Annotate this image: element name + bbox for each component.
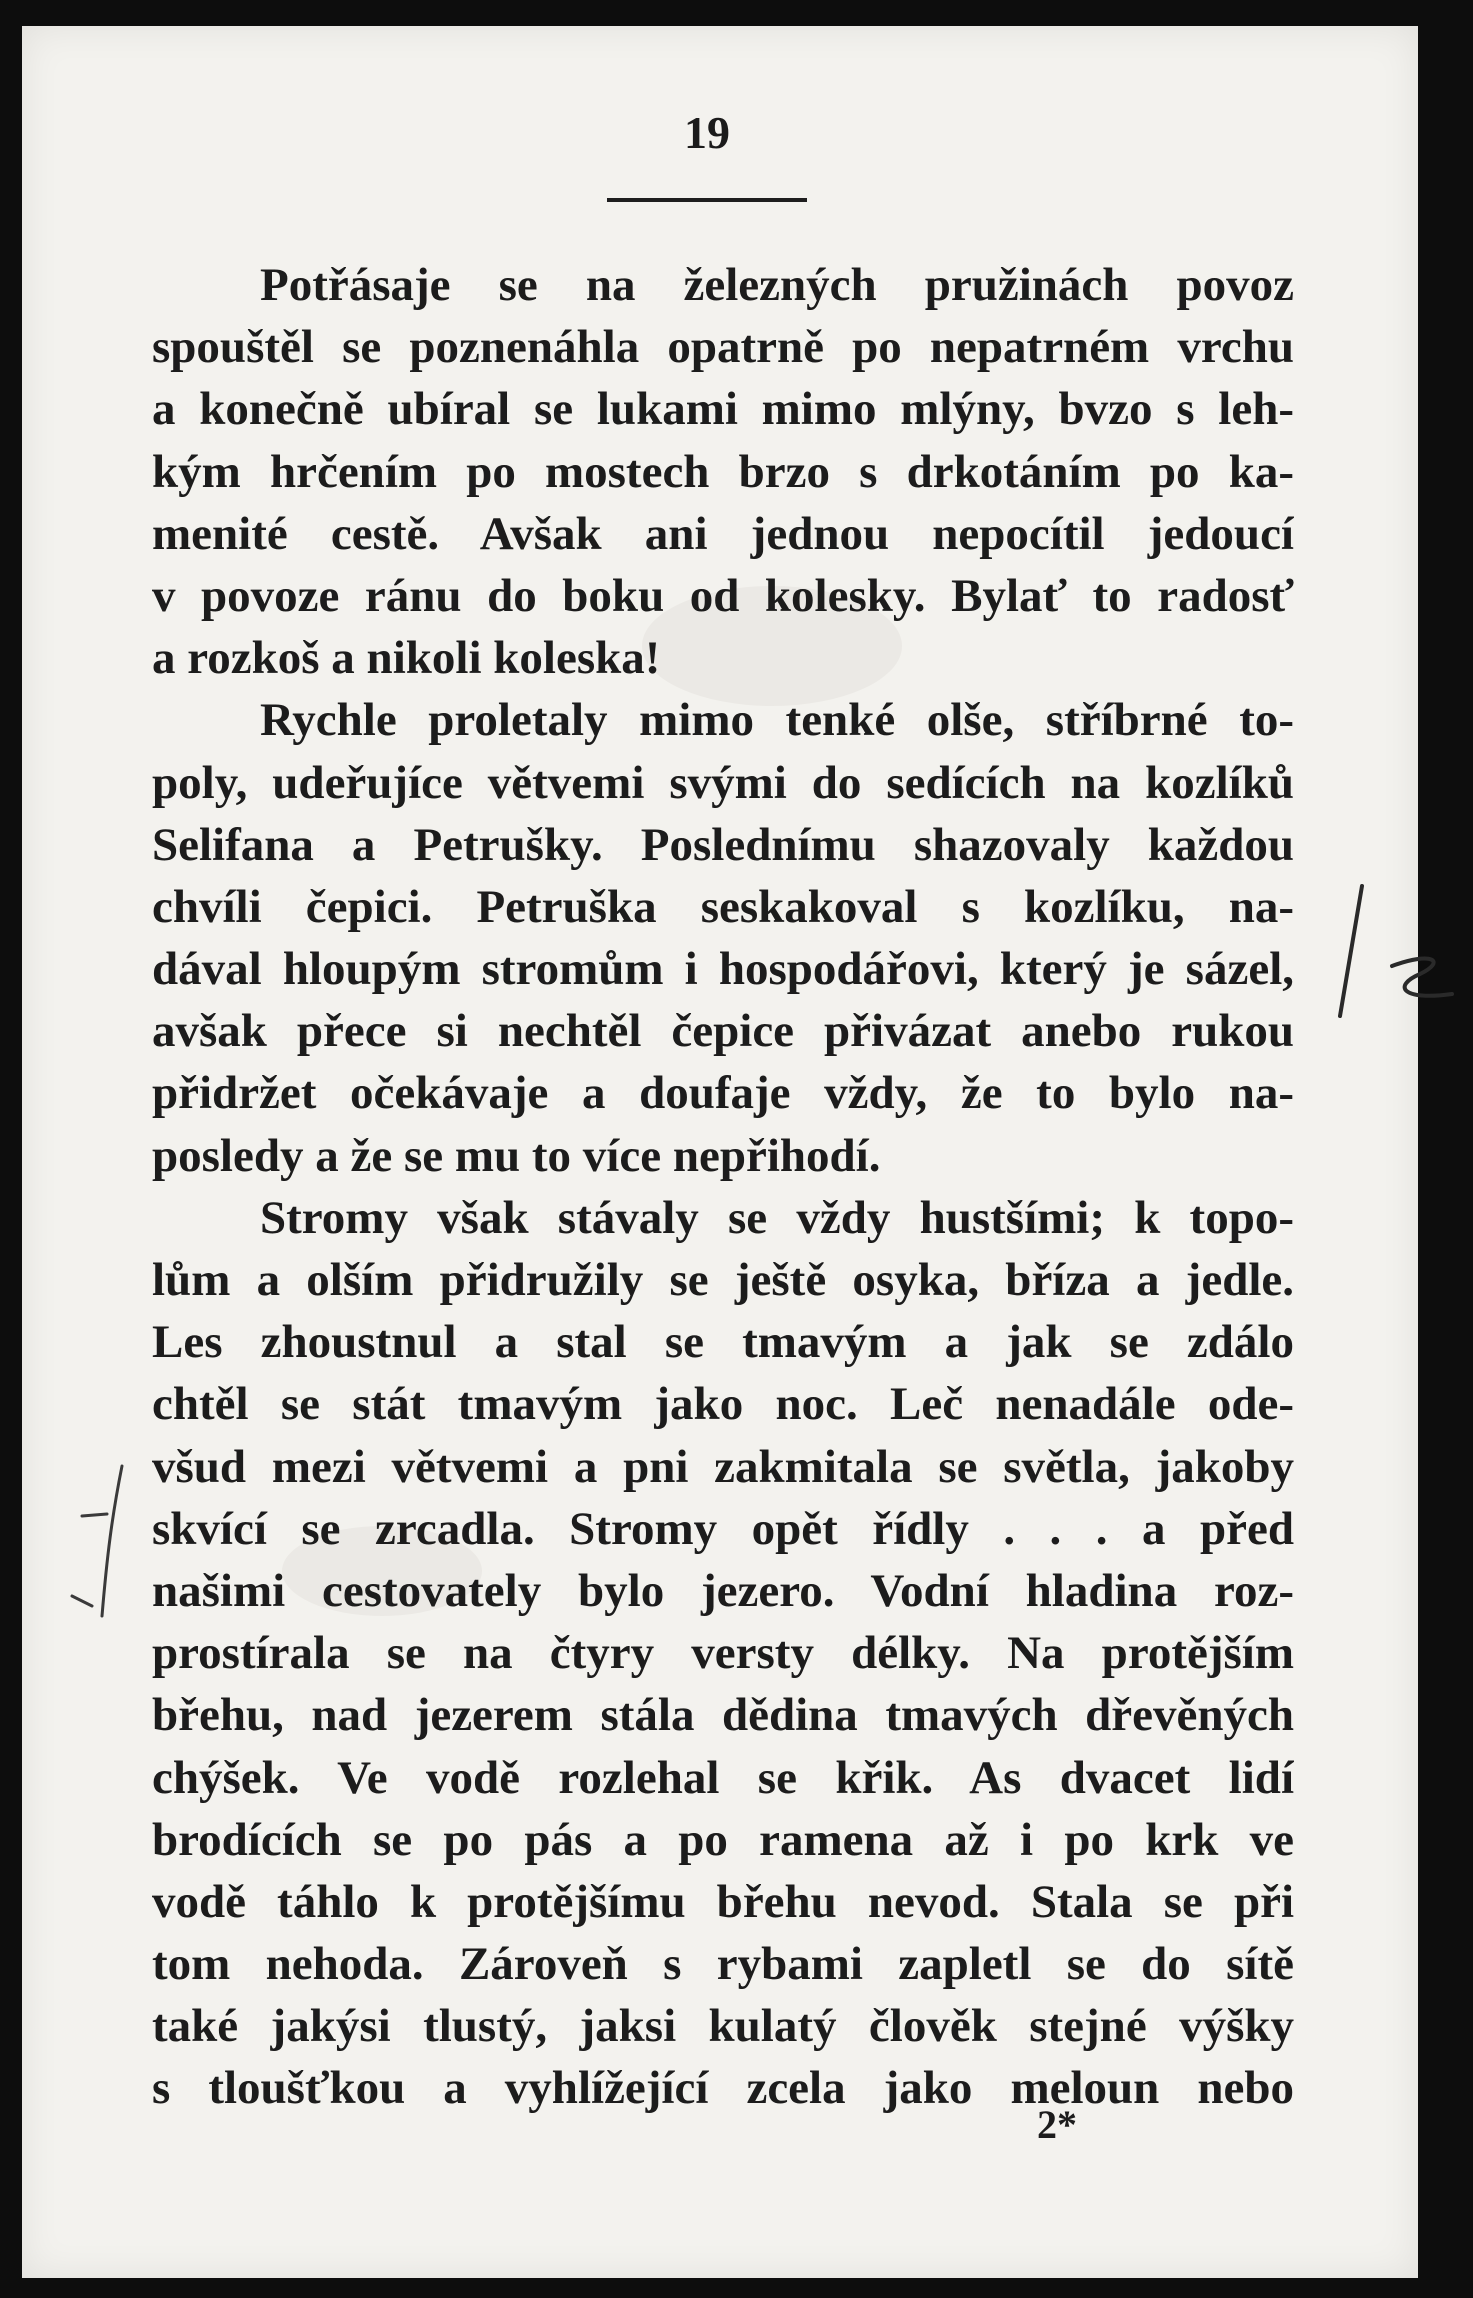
text-line: také jakýsi tlustý, jaksi kulatý člověk stejné výšky — [152, 2000, 1294, 2053]
text-line: skvící se zrcadla. Stromy opět řídly . . . a před — [152, 1502, 1294, 1555]
text-line: menité cestě. Avšak ani jednou nepocítil jedoucí — [152, 507, 1294, 560]
text-line: posledy a že se mu to více nepřihodí. — [152, 1129, 881, 1182]
text-line: a konečně ubíral se lukami mimo mlýny, bvzo s leh- — [152, 383, 1294, 436]
text-line: prostírala se na čtyry versty délky. Na protějším — [152, 1627, 1294, 1680]
page-number: 19 — [684, 107, 730, 158]
text-line: Stromy však stávaly se vždy hustšími; k topo- — [260, 1191, 1294, 1244]
text-line: s tloušťkou a vyhlížející zcela jako meloun nebo — [152, 2062, 1294, 2115]
text-line: Les zhoustnul a stal se tmavým a jak se zdálo — [152, 1316, 1294, 1369]
text-line: břehu, nad jezerem stála dědina tmavých dřevěných — [152, 1689, 1294, 1742]
text-line: v povoze ránu do boku od kolesky. Bylať to radosť — [152, 569, 1294, 622]
text-line: lům a olším přidružily se ještě osyka, bříza a jedle. — [152, 1254, 1294, 1306]
text-line: Rychle proletaly mimo tenké olše, stříbrné to- — [260, 694, 1294, 747]
text-line: kým hrčením po mostech brzo s drkotáním po ka- — [152, 445, 1294, 498]
text-line: všud mezi větvemi a pni zakmitala se světla, jakoby — [152, 1440, 1294, 1493]
signature-mark: 2* — [1037, 2102, 1077, 2147]
text-line: chýšek. Ve vodě rozlehal se křik. As dvacet lidí — [152, 1751, 1294, 1804]
book-page — [22, 26, 1418, 2278]
text-line: spouštěl se poznenáhla opatrně po nepatrném vrchu — [152, 321, 1294, 374]
text-line: a rozkoš a nikoli koleska! — [152, 632, 661, 685]
page-number-rule — [607, 198, 807, 202]
text-line: chtěl se stát tmavým jako noc. Leč nenadále ode- — [152, 1378, 1294, 1431]
text-line: brodících se po pás a po ramena až i po krk ve — [152, 1813, 1294, 1866]
text-line: chvíli čepici. Petruška seskakoval s kozlíku, na- — [152, 880, 1294, 933]
text-line: našimi cestovately bylo jezero. Vodní hladina roz- — [152, 1564, 1294, 1617]
margin-pencil-mark — [62, 1456, 182, 1626]
text-line: přidržet očekávaje a doufaje vždy, že to bylo na- — [152, 1067, 1294, 1120]
handwritten-annotation-mark — [1322, 866, 1462, 1036]
text-line: tom nehoda. Zároveň s rybami zapletl se do sítě — [152, 1938, 1294, 1991]
text-line: dával hloupým stromům i hospodářovi, který je sázel, — [152, 943, 1294, 996]
body-text — [152, 254, 1294, 2120]
text-line: avšak přece si nechtěl čepice přivázat anebo rukou — [152, 1005, 1294, 1058]
text-line: Selifana a Petrušky. Poslednímu shazovaly každou — [152, 818, 1294, 871]
text-line: Potřásaje se na železných pružinách povoz — [260, 259, 1294, 311]
text-line: poly, udeřujíce větvemi svými do sedících na kozlíků — [152, 756, 1294, 809]
text-line: vodě táhlo k protějšímu břehu nevod. Stala se při — [152, 1875, 1294, 1928]
